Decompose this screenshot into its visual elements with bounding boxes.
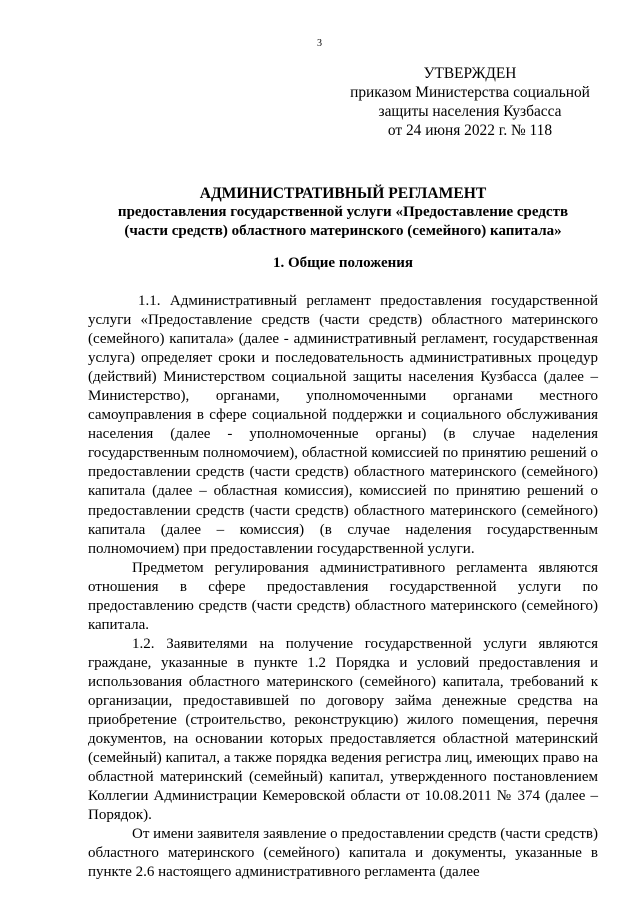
- approval-line: от 24 июня 2022 г. № 118: [387, 122, 553, 139]
- body-text: [88, 292, 598, 882]
- approval-line: приказом Министерства социальной: [350, 84, 590, 101]
- page-number: 3: [317, 38, 322, 49]
- document-title: [88, 184, 598, 241]
- approval-line: УТВЕРЖДЕН: [423, 65, 517, 82]
- approval-stamp: [330, 64, 610, 140]
- paragraph: 1.1. Административный регламент предоставления государственной услуги «Предоставление средств (части средств) областного материнского (семейного) капитала» (далее - административный регламент, государственная услуга) определяет сроки и последовательность административных процедур (действий) Министерством социальной защиты населения Кузбасса (далее – Министерство), органами, уполномоченными органами местного самоуправления в сфере социальной поддержки и социального обслуживания населения (далее - уполномоченные органы) (в случае наделения государственным полномочием), областной комиссией по принятию решений о предоставлении средств (части средств) областного материнского (семейного) капитала (далее – областная комиссия), комиссией по принятию решений о предоставлении средств (части средств) областного материнского (семейного) капитала (далее – комиссия) (в случае наделения государственным полномочием) при предоставлении государственной услуги.: [88, 293, 598, 557]
- title-subtitle-line: (части средств) областного материнского (семейного) капитала»: [124, 223, 562, 239]
- paragraph: 1.2. Заявителями на получение государственной услуги являются граждане, указанные в пункте 1.2 Порядка и условий предоставления и использования областного материнского (семейного) капитала, требований к организации, предоставившей по договору займа денежные средства на приобретение (строительство, реконструкцию) жилого помещения, перечня документов, на основании которых предоставляется областной материнский (семейный) капитал, а также порядка ведения регистра лиц, имеющих право на областной материнский (семейный) капитал, утвержденного постановлением Коллегии Администрации Кемеровской области от 10.08.2011 № 374 (далее – Порядок).: [88, 635, 598, 824]
- paragraph: Предметом регулирования административного регламента являются отношения в сфере предоставления государственной услуги по предоставлению средств (части средств) областного материнского (семейного) капитала.: [88, 559, 598, 633]
- title-subtitle-line: предоставления государственной услуги «Предоставление средств: [117, 204, 569, 220]
- title-main: АДМИНИСТРАТИВНЫЙ РЕГЛАМЕНТ: [199, 185, 487, 202]
- approval-line: защиты населения Кузбасса: [378, 103, 562, 120]
- paragraph: От имени заявителя заявление о предоставлении средств (части средств) областного материнского (семейного) капитала и документы, указанные в пункте 2.6 настоящего административного регламента (далее: [88, 826, 598, 881]
- section-heading: 1. Общие положения: [272, 255, 414, 271]
